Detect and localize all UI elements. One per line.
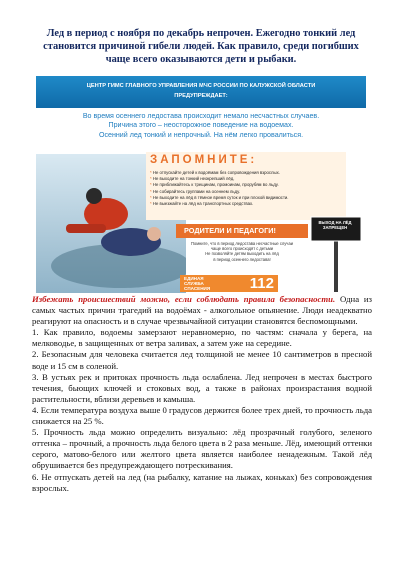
body-item-4: 4. Если температура воздуха выше 0 градусов держится более трех дней, то прочность льда снижается на 25 %. <box>32 404 372 427</box>
poster-org-heading <box>36 81 366 101</box>
body-item-2: 2. Безопасным для человека считается лед толщиной не менее 10 сантиметров в пресной воде и 15 см в соленой. <box>32 349 372 371</box>
remember-list <box>150 170 346 207</box>
lead-rest: Одна из самых частых причин трагедий на водоёмах - алкогольное опьянение. Люди неадекватно реагируют на опасность и в случае чрезвычайной ситуации становятся беспомощными. <box>32 294 372 327</box>
document-title: Лед в период с ноября по декабрь непрочен. Ежегодно тонкий лед становится причиной гибели людей. Как правило, среди погибших чаще всего оказываются дети и рыбаки. <box>43 28 359 65</box>
body-paragraph-lead <box>32 294 372 327</box>
rescue-service-label: ЕДИНАЯ СЛУЖБА СПАСЕНИЯ <box>184 276 211 291</box>
lead-sentence: Избежать происшествий можно, если соблюдать правила безопасности. <box>32 294 336 304</box>
ice-prohibited-sign <box>310 216 362 292</box>
remember-item: * Не выходите на лёд в тёмное время суток и при плохой видимости. <box>150 194 289 200</box>
body-item-1: 1. Как правило, водоемы замерзают неравномерно, по частям: сначала у берега, на мелководье, в защищенных от ветра заливах, а затем уже на середине. <box>32 327 372 349</box>
sign-text: ВЫХОД НА ЛЁД ЗАПРЕЩЕН <box>318 220 352 230</box>
parents-note: Помните, что в период ледостава несчастные случаи чаще всего происходят с детьми Не позволяйте детям выходить на лёд в период осеннего ледостава! <box>190 241 294 262</box>
rescue-number: 112 <box>249 275 274 292</box>
rescue-service-badge <box>180 275 278 292</box>
body-item-6: 6. Не отпускать детей на лед (на рыбалку, катание на лыжах, коньках) без сопровождения взрослых. <box>32 471 372 493</box>
remember-item: * Не отпускайте детей к водоёмам без сопровождения взрослых. <box>150 170 280 175</box>
remember-item: * Не выезжайте на лёд на транспортных средствах. <box>150 201 254 207</box>
remember-item: * Не выходите на тонкий неокрепший лёд. <box>150 176 235 182</box>
poster-warning-line-1: Во время осеннего ледостава происходит немало несчастных случаев. <box>82 112 320 120</box>
document-body <box>32 294 372 494</box>
parents-heading: РОДИТЕЛИ И ПЕДАГОГИ! <box>176 224 308 238</box>
remember-item: * Не приближайтесь к трещинам, промоинам, прорубям во льду. <box>150 182 279 188</box>
poster-org-line-1: ЦЕНТР ГИМС ГЛАВНОГО УПРАВЛЕНИЯ МЧС РОССИИ ПО КАЛУЖСКОЙ ОБЛАСТИ <box>86 83 316 89</box>
safety-poster <box>36 76 366 293</box>
poster-warning <box>36 112 366 140</box>
poster-org-line-2: ПРЕДУПРЕЖДАЕТ: <box>174 93 228 99</box>
body-item-3: 3. В устьях рек и притоках прочность льда ослаблена. Лед непрочен в местах быстрого течения, бьющих ключей и стоковых вод, а также в районах произрастания водной растительности, вблизи деревьев и камыша. <box>32 371 372 404</box>
poster-warning-line-2: Причина этого – неосторожное поведение на водоемах. <box>108 121 294 130</box>
remember-heading: ЗАПОМНИТЕ: <box>150 154 258 166</box>
remember-panel <box>146 152 346 220</box>
remember-item: * Не собирайтесь группами на осеннем льду. <box>150 188 241 194</box>
poster-warning-line-3: Осенний лед тонкий и непрочный. На нём легко провалиться. <box>98 130 304 139</box>
body-item-5: 5. Прочность льда можно определить визуально: лёд прозрачный голубого, зеленого оттенка – прочный, а прочность льда белого цвета в 2 раза меньше. Лёд, имеющий оттенки серого, матово-белого или желтого цвета является наиболее ненадежным. Такой лёд обрушивается без предупреждающего потрескивания. <box>32 427 372 471</box>
